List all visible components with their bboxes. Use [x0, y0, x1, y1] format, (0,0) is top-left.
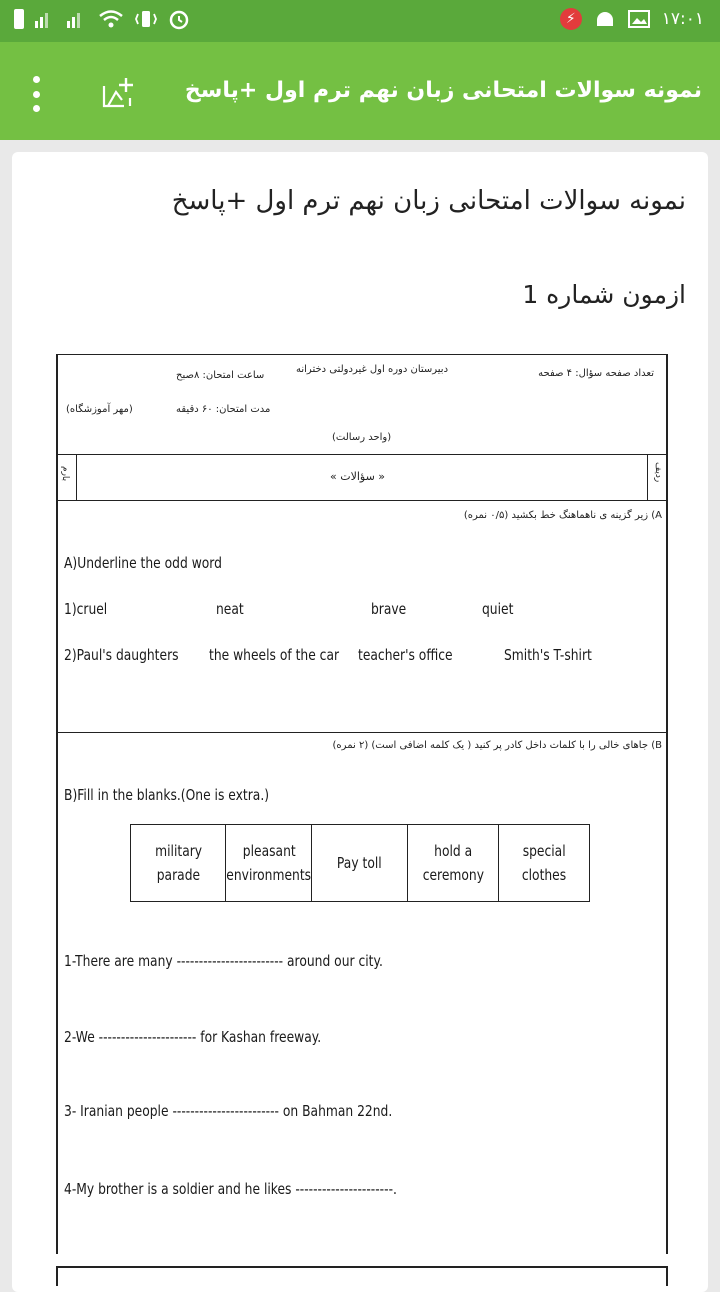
- q2-option: 2)Paul's daughters: [64, 646, 179, 664]
- row-label: ردیف: [653, 462, 663, 483]
- q2-option: teacher's office: [358, 646, 453, 664]
- fill-sentence: 4-My brother is a soldier and he likes ----------------------.: [64, 1180, 397, 1198]
- score-label: بارم: [60, 466, 70, 482]
- exam-school: دبیرستان دوره اول غیردولتی دخترانه: [296, 364, 449, 375]
- q1-option: brave: [371, 600, 407, 618]
- next-exam-page: [56, 1266, 668, 1286]
- article-title: نمونه سوالات امتحانی زبان نهم ترم اول +پاسخ: [171, 186, 686, 216]
- overflow-menu-icon[interactable]: [26, 76, 46, 112]
- q2-option: the wheels of the car: [209, 646, 340, 664]
- fill-sentence: 3- Iranian people ------------------------ on Bahman 22nd.: [64, 1102, 393, 1120]
- exam-sheet: [56, 354, 668, 1254]
- image-icon: [628, 9, 650, 29]
- app-bar-title: نمونه سوالات امتحانی زبان نهم ترم اول +پاسخ: [184, 78, 702, 103]
- charging-icon: ⚡: [560, 8, 582, 30]
- word-box-cell: special clothes: [522, 842, 567, 884]
- fill-sentence: 2-We ---------------------- for Kashan freeway.: [64, 1028, 322, 1046]
- exam-time: ساعت امتحان: ۸صبح: [176, 370, 265, 381]
- exam-seal: (مهر آموزشگاه): [66, 404, 133, 415]
- add-to-home-icon[interactable]: [100, 76, 136, 110]
- article-subtitle: ازمون شماره 1: [522, 280, 686, 309]
- word-box-cell: military parade: [131, 825, 226, 901]
- battery-icon: [14, 9, 24, 29]
- signal-icon: [34, 9, 56, 29]
- exam-duration: مدت امتحان: ۶۰ دقیقه: [176, 404, 271, 415]
- q1-option: quiet: [482, 600, 514, 618]
- section-a-persian: A) زیر گزینه ی ناهماهنگ خط بکشید (۰/۵ نمره): [463, 510, 662, 521]
- q1-option: 1)cruel: [64, 600, 108, 618]
- exam-unit: (واحد رسالت): [332, 432, 392, 443]
- fill-sentence: 1-There are many ------------------------ around our city.: [64, 952, 383, 970]
- word-box-cell: pleasant environments: [226, 825, 312, 901]
- android-icon: [594, 8, 616, 30]
- wifi-icon: [98, 9, 124, 29]
- word-box-cell: hold a ceremony: [408, 825, 500, 901]
- status-bar: [0, 0, 720, 42]
- q1-option: neat: [216, 600, 244, 618]
- section-b-title: B)Fill in the blanks.(One is extra.): [64, 786, 270, 804]
- vibrate-icon: [134, 9, 158, 29]
- clock: ۱۷:۰۱: [661, 9, 704, 29]
- alarm-icon: [168, 8, 190, 30]
- word-box-cell: Pay toll: [312, 825, 407, 901]
- signal-icon: [66, 9, 88, 29]
- section-a-title: A)Underline the odd word: [64, 554, 222, 572]
- exam-pages: تعداد صفحه سؤال: ۴ صفحه: [538, 368, 654, 379]
- word-box: [130, 824, 590, 902]
- q2-option: Smith's T-shirt: [504, 646, 592, 664]
- questions-label: « سؤالات »: [330, 470, 386, 483]
- section-b-persian: B) جاهای خالی را با کلمات داخل کادر پر کنید ( یک کلمه اضافی است) (۲ نمره): [332, 740, 662, 751]
- app-bar: [0, 42, 720, 140]
